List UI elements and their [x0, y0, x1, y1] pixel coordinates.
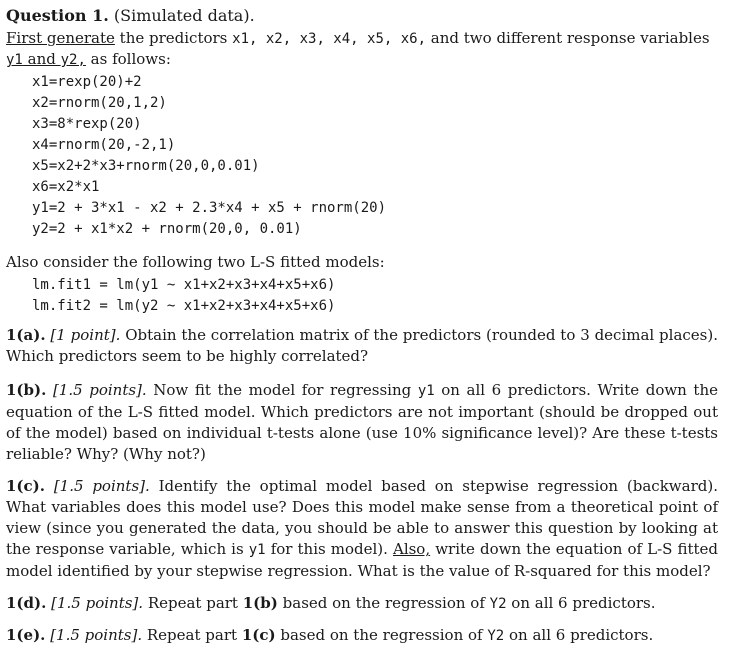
- code-line: x5=x2+2*x3+rnorm(20,0,0.01): [32, 158, 260, 174]
- part-e-ref: 1(c): [241, 626, 276, 644]
- intro-text-b: and two different response variables: [426, 29, 710, 47]
- part-d-points: [1.5 points].: [51, 594, 144, 612]
- part-e-text-3: on all 6 predictors.: [509, 626, 654, 644]
- model-line: lm.fit1 = lm(y1 ~ x1+x2+x3+x4+x5+x6): [32, 277, 336, 293]
- intro-line-2: [6, 49, 171, 70]
- question-subtitle: (Simulated data).: [113, 6, 255, 25]
- question-heading: [6, 6, 255, 26]
- consider-text: Also consider the following two L-S fitted models:: [6, 253, 385, 271]
- part-b-text-1: Now fit the model for regressing: [153, 381, 412, 399]
- part-c-text-2: for this model).: [270, 540, 388, 558]
- part-e-var: Y2: [487, 628, 505, 644]
- part-c: [6, 476, 718, 582]
- part-e-text-1: Repeat part: [146, 626, 238, 644]
- part-a: [6, 325, 718, 367]
- part-d-text-3: on all 6 predictors.: [511, 594, 656, 612]
- part-e: [6, 625, 653, 646]
- code-line: x3=8*rexp(20): [32, 116, 142, 132]
- part-d-var: Y2: [489, 596, 507, 612]
- code-line: x6=x2*x1: [32, 179, 100, 195]
- part-a-text: Obtain the correlation matrix of the predictors (rounded to 3 decimal places). Which predictors seem to be highly correlated?: [6, 326, 718, 365]
- intro-y2: y2,: [60, 52, 86, 68]
- intro-line-1: [6, 28, 710, 49]
- part-b-text-2: on all 6 predictors. Write down the equation of the L-S fitted model. Which predictors are not important (should be dropped out of the model) based on individual t-tests alone (use 10% significance level)? Are these t-tests reliable? Why? (Why not?): [6, 381, 718, 463]
- part-c-text-1: Identify the optimal model based on stepwise regression (backward). What variables does this model use? Does this model make sense from a theoretical point of view (since you generated the data, you should be able to answer this question by looking at the response variable, which is: [6, 477, 718, 558]
- code-line: y2=2 + x1*x2 + rnorm(20,0, 0.01): [32, 221, 302, 237]
- intro-y1: y1: [6, 52, 23, 68]
- part-b: [6, 380, 718, 465]
- intro-vars: x1, x2, x3, x4, x5, x6,: [232, 31, 427, 47]
- part-d-ref: 1(b): [242, 594, 278, 612]
- part-e-text-2: based on the regression of: [280, 626, 483, 644]
- part-a-label: 1(a).: [6, 326, 46, 344]
- part-c-label: 1(c).: [6, 477, 45, 495]
- intro-text-a: the predictors: [114, 29, 233, 47]
- model-line: lm.fit2 = lm(y2 ~ x1+x2+x3+x4+x5+x6): [32, 298, 336, 314]
- part-d: [6, 593, 656, 614]
- question-title: Question 1.: [6, 6, 109, 25]
- part-d-text-2: based on the regression of: [282, 594, 485, 612]
- part-b-points: [1.5 points].: [52, 381, 147, 399]
- intro-and: and: [22, 50, 61, 68]
- code-line: x2=rnorm(20,1,2): [32, 95, 167, 111]
- part-d-label: 1(d).: [6, 594, 47, 612]
- code-line: x4=rnorm(20,-2,1): [32, 137, 176, 153]
- part-c-var: y1: [248, 542, 266, 558]
- part-e-label: 1(e).: [6, 626, 46, 644]
- part-b-label: 1(b).: [6, 381, 47, 399]
- part-d-text-1: Repeat part: [147, 594, 238, 612]
- part-c-points: [1.5 points].: [53, 477, 150, 495]
- part-c-also: Also,: [392, 540, 431, 558]
- part-e-points: [1.5 points].: [50, 626, 143, 644]
- code-line: x1=rexp(20)+2: [32, 74, 142, 90]
- part-a-points: [1 point].: [50, 326, 121, 344]
- part-c-text-3: write down the equation of L-S fitted model identified by your stepwise regression. What is the value of R-squared for this model?: [6, 540, 719, 580]
- intro-as-follows: as follows:: [85, 50, 171, 68]
- part-b-var: y1: [417, 383, 435, 399]
- intro-first-generate: First generate: [6, 29, 115, 47]
- code-line: y1=2 + 3*x1 - x2 + 2.3*x4 + x5 + rnorm(20): [32, 200, 387, 216]
